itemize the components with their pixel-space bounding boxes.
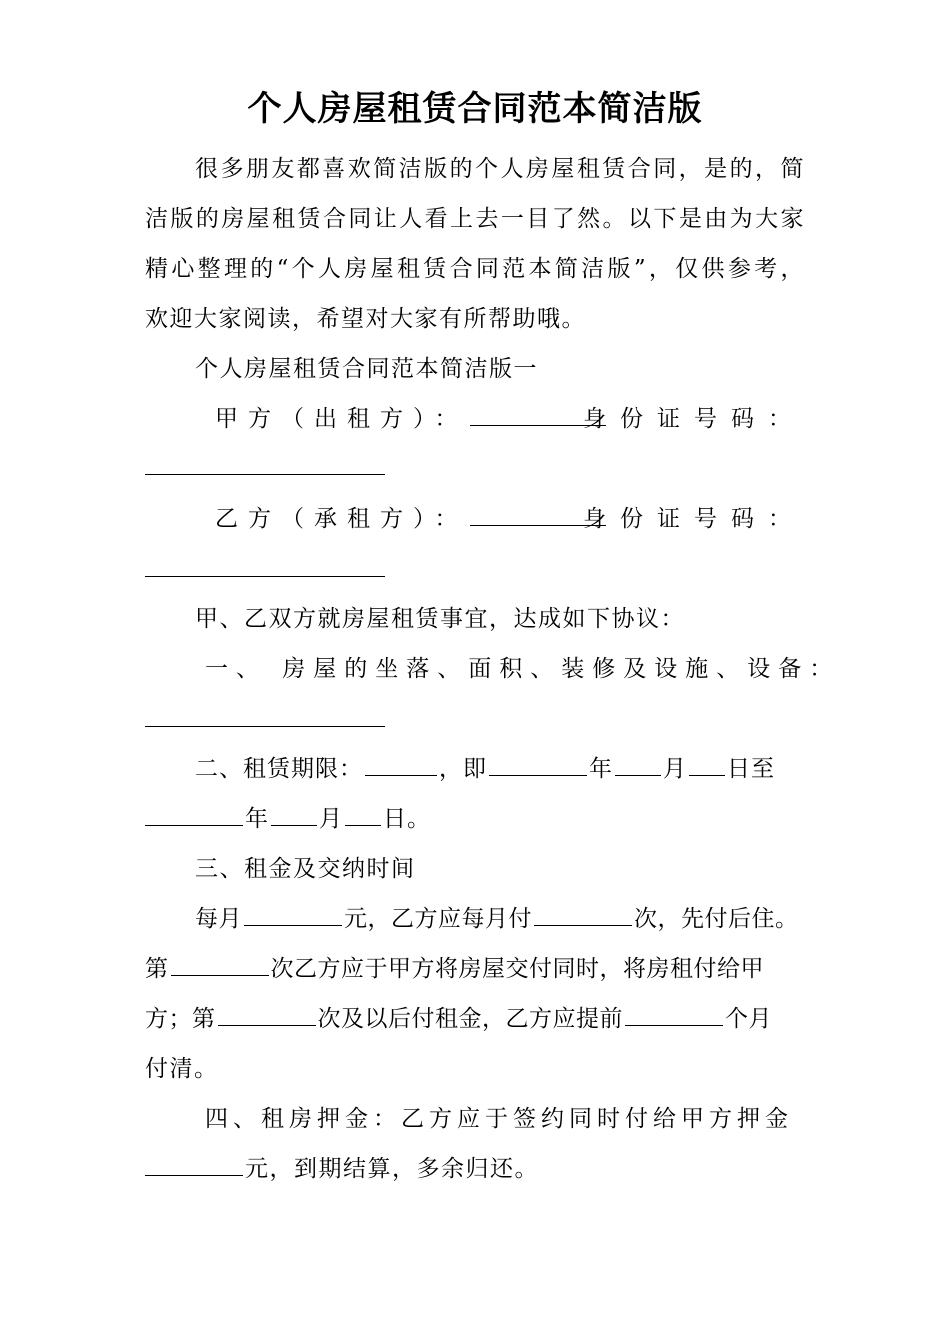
clause-3-text-b: 元，乙方应每月付 bbox=[344, 906, 532, 932]
clause-2-row-1 bbox=[145, 752, 805, 786]
clause-3-text-f: 方；第 bbox=[145, 1006, 216, 1032]
end-day-blank[interactable] bbox=[345, 803, 381, 826]
end-month-blank[interactable] bbox=[271, 803, 317, 826]
intro-line-1: 很多朋友都喜欢简洁版的个人房屋租赁合同，是的，简 bbox=[195, 156, 805, 182]
clause-2-end-month-label: 月 bbox=[319, 806, 343, 832]
first-payment-blank[interactable] bbox=[171, 953, 269, 976]
advance-months-blank[interactable] bbox=[625, 1003, 723, 1026]
clause-4-row-1: 四、租房押金：乙方应于签约同时付给甲方押金 bbox=[205, 1106, 793, 1132]
clause-3-text-e: 次乙方应于甲方将房屋交付同时，将房租付给甲 bbox=[270, 956, 764, 982]
party-b-id-blank[interactable] bbox=[145, 576, 385, 577]
party-b-id-label: 身份证号码： bbox=[583, 506, 805, 532]
clause-3-row-3 bbox=[145, 1002, 805, 1036]
deposit-amount-blank[interactable] bbox=[145, 1153, 243, 1176]
party-a-row bbox=[145, 402, 805, 436]
monthly-rent-blank[interactable] bbox=[244, 903, 342, 926]
party-b-row bbox=[145, 502, 805, 536]
clause-2-year-label: 年 bbox=[589, 756, 613, 782]
intro-line-4: 欢迎大家阅读，希望对大家有所帮助哦。 bbox=[145, 306, 586, 332]
clause-2-row-2 bbox=[145, 802, 805, 836]
intro-line-3: 精心整理的“个人房屋租赁合同范本简洁版”，仅供参考， bbox=[145, 256, 805, 282]
end-year-blank[interactable] bbox=[145, 803, 243, 826]
clause-3-text-g: 次及以后付租金，乙方应提前 bbox=[317, 1006, 623, 1032]
clause-3-text-a: 每月 bbox=[195, 906, 242, 932]
clause-3-text-h: 个月 bbox=[725, 1006, 772, 1032]
start-day-blank[interactable] bbox=[689, 753, 725, 776]
clause-3-row-4: 付清。 bbox=[145, 1056, 219, 1082]
clause-3-text-d: 第 bbox=[145, 956, 169, 982]
clause-1-blank[interactable] bbox=[145, 726, 385, 727]
agreement-line: 甲、乙双方就房屋租赁事宜，达成如下协议： bbox=[195, 606, 685, 632]
clause-2-ji: ，即 bbox=[439, 756, 487, 782]
clause-4-row-2 bbox=[145, 1152, 805, 1186]
clause-2-day-end: 日。 bbox=[383, 806, 431, 832]
clause-2-prefix: 二、租赁期限： bbox=[195, 756, 363, 782]
clause-2-month-label: 月 bbox=[663, 756, 687, 782]
clause-4-text: 元，到期结算，多余归还。 bbox=[245, 1156, 539, 1182]
party-b-label: 乙方（承租方）： bbox=[215, 506, 468, 532]
subsequent-payment-blank[interactable] bbox=[218, 1003, 316, 1026]
clause-3-row-2 bbox=[145, 952, 805, 986]
clause-3-text-c: 次，先付后住。 bbox=[634, 906, 799, 932]
party-a-id-blank[interactable] bbox=[145, 474, 385, 475]
clause-2-day-to: 日至 bbox=[727, 756, 775, 782]
document-title: 个人房屋租赁合同范本简洁版 bbox=[247, 89, 703, 129]
intro-line-2: 洁版的房屋租赁合同让人看上去一目了然。以下是由为大家 bbox=[145, 206, 805, 232]
clause-3-heading: 三、租金及交纳时间 bbox=[195, 856, 416, 882]
clause-2-end-year-label: 年 bbox=[245, 806, 269, 832]
party-a-id-label: 身份证号码： bbox=[583, 406, 805, 432]
payment-frequency-blank[interactable] bbox=[534, 903, 632, 926]
party-a-label: 甲方（出租方）： bbox=[215, 406, 468, 432]
start-year-blank[interactable] bbox=[489, 753, 587, 776]
lease-duration-blank[interactable] bbox=[365, 753, 437, 776]
section-heading: 个人房屋租赁合同范本简洁版一 bbox=[195, 356, 538, 382]
clause-3-row-1 bbox=[145, 902, 805, 936]
start-month-blank[interactable] bbox=[615, 753, 661, 776]
clause-1: 一、 房屋的坐落、面积、装修及设施、设备： bbox=[205, 656, 841, 682]
